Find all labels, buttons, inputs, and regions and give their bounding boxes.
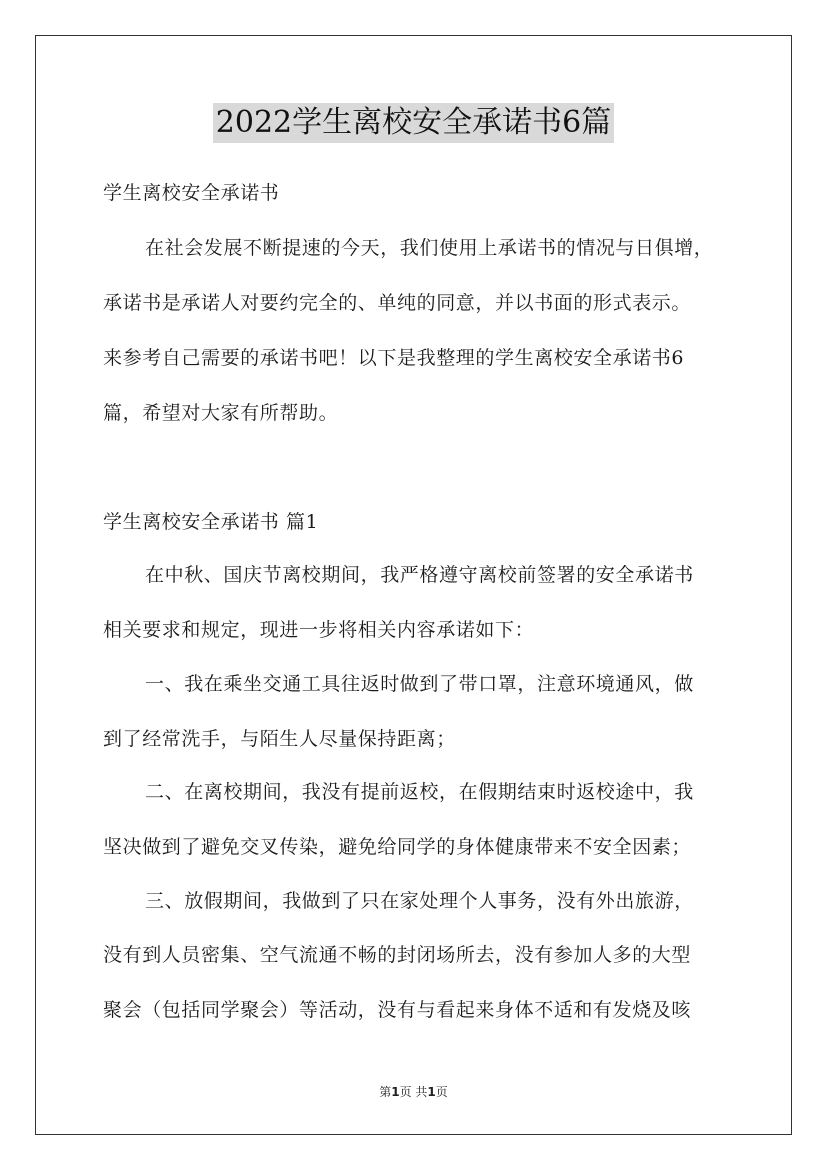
- total-page-number: 1: [427, 1085, 436, 1099]
- paragraph-line: 聚会（包括同学聚会）等活动，没有与看起来身体不适和有发烧及咳: [103, 999, 692, 1021]
- document-title: 2022学生离校安全承诺书6篇: [213, 103, 614, 143]
- footer-suffix: 页: [435, 1085, 448, 1099]
- paragraph-line: 一、我在乘坐交通工具往返时做到了带口罩，注意环境通风，做: [145, 673, 694, 695]
- paragraph-line: 二、在离校期间，我没有提前返校，在假期结束时返校途中，我: [145, 781, 694, 803]
- section-heading: 学生离校安全承诺书 篇1: [103, 511, 319, 533]
- section-heading: 学生离校安全承诺书: [103, 182, 280, 204]
- paragraph-line: 在中秋、国庆节离校期间，我严格遵守离校前签署的安全承诺书: [145, 564, 694, 586]
- footer-prefix: 第: [379, 1085, 392, 1099]
- title-container: [0, 103, 827, 143]
- current-page-number: 1: [391, 1085, 400, 1099]
- paragraph-line: 来参考自己需要的承诺书吧！以下是我整理的学生离校安全承诺书6: [103, 347, 685, 369]
- paragraph-line: 在社会发展不断提速的今天，我们使用上承诺书的情况与日俱增，: [145, 237, 714, 259]
- paragraph-line: 到了经常洗手，与陌生人尽量保持距离；: [103, 728, 456, 750]
- paragraph-line: 相关要求和规定，现进一步将相关内容承诺如下：: [103, 619, 535, 641]
- paragraph-line: 没有到人员密集、空气流通不畅的封闭场所去，没有参加人多的大型: [103, 944, 692, 966]
- page-footer: [0, 1083, 827, 1100]
- footer-mid: 页 共: [399, 1085, 428, 1099]
- paragraph-line: 坚决做到了避免交叉传染，避免给同学的身体健康带来不安全因素；: [103, 836, 692, 858]
- paragraph-line: 三、放假期间，我做到了只在家处理个人事务，没有外出旅游，: [145, 890, 694, 912]
- paragraph-line: 篇，希望对大家有所帮助。: [103, 402, 339, 424]
- paragraph-line: 承诺书是承诺人对要约完全的、单纯的同意，并以书面的形式表示。: [103, 292, 692, 314]
